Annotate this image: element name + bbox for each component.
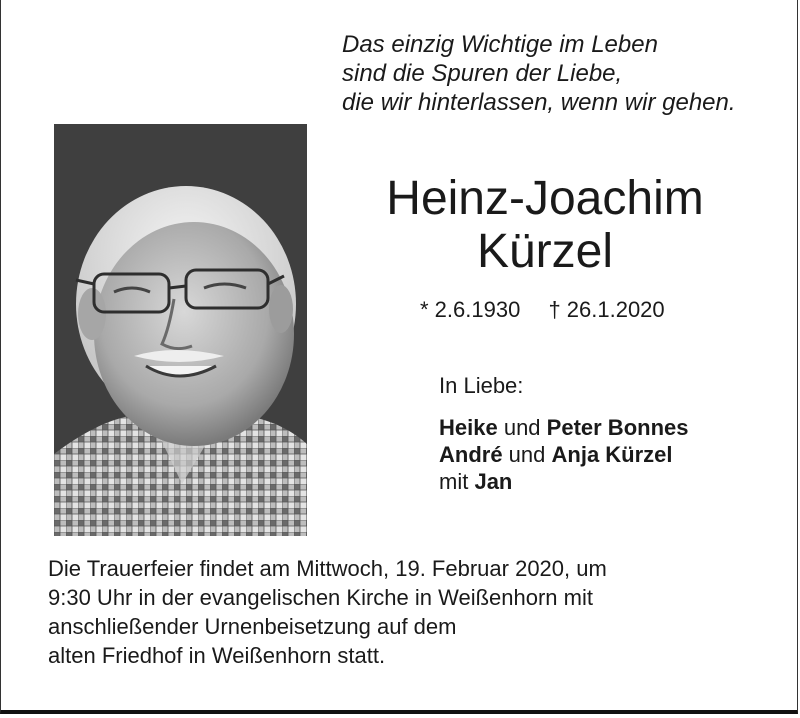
last-name: Kürzel	[476, 225, 614, 278]
quote-line: die wir hinterlassen, wenn wir gehen.	[342, 89, 736, 116]
first-name: Heinz-Joachim	[386, 172, 704, 225]
birth-date: * 2.6.1930	[420, 297, 521, 322]
mourner-connector: mit	[439, 469, 475, 494]
death-date: † 26.1.2020	[548, 297, 665, 322]
mourner-connector: und	[502, 442, 552, 467]
mourner-line	[439, 441, 688, 468]
ceremony-line: Die Trauerfeier findet am Mittwoch, 19. Februar 2020, um	[48, 556, 607, 581]
memorial-quote	[342, 30, 782, 117]
life-dates	[420, 297, 665, 323]
mourner-line	[439, 414, 688, 441]
mourners-block	[439, 372, 688, 495]
mourners-intro: In Liebe:	[439, 373, 524, 398]
mourner-name: Peter Bonnes	[546, 415, 689, 440]
mourner-connector: und	[497, 415, 547, 440]
mourner-name: Heike	[439, 415, 498, 440]
portrait-photo	[54, 124, 307, 536]
quote-line: Das einzig Wichtige im Leben	[342, 31, 658, 58]
mourner-line	[439, 468, 688, 495]
quote-line: sind die Spuren der Liebe,	[342, 60, 623, 87]
ceremony-line: anschließender Urnenbeisetzung auf dem	[48, 614, 457, 639]
ceremony-line: alten Friedhof in Weißenhorn statt.	[48, 643, 386, 668]
mourner-name: Anja Kürzel	[551, 442, 673, 467]
ceremony-line: 9:30 Uhr in der evangelischen Kirche in Weißenhorn mit	[48, 585, 593, 610]
mourner-name: Jan	[474, 469, 513, 494]
deceased-name	[345, 172, 745, 278]
ceremony-notice	[48, 554, 748, 670]
mourner-name: André	[439, 442, 503, 467]
